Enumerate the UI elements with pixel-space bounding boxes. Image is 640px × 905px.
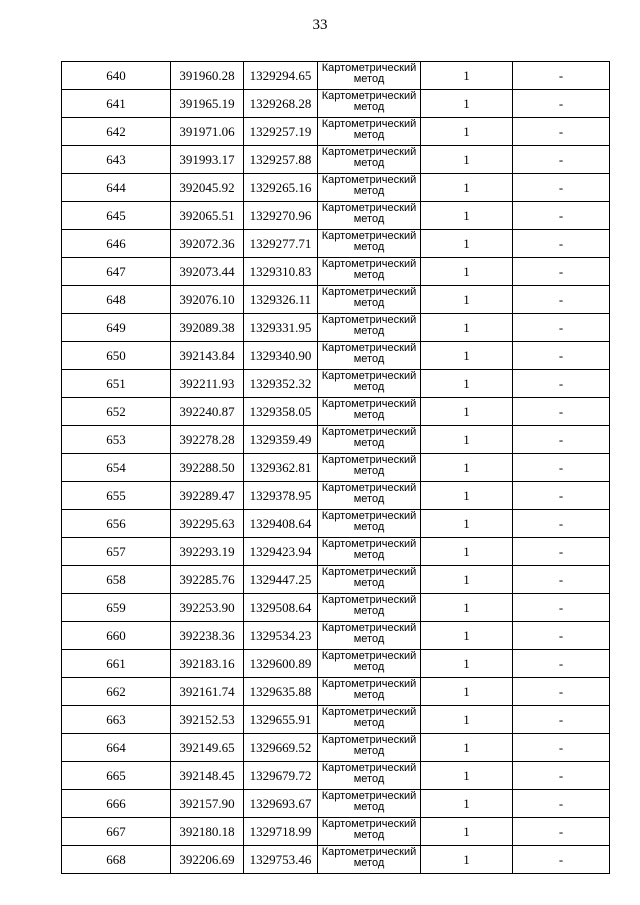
y-coordinate-cell: 1329655.91: [244, 706, 318, 734]
accuracy-cell: 1: [421, 482, 513, 510]
y-coordinate-cell: 1329447.25: [244, 566, 318, 594]
table-row: [62, 342, 610, 370]
table-row: [62, 146, 610, 174]
note-cell: -: [513, 706, 610, 734]
method-cell: [318, 790, 421, 818]
point-number-cell: 662: [62, 678, 171, 706]
x-coordinate-cell: 392206.69: [171, 846, 244, 874]
note-cell: -: [513, 538, 610, 566]
accuracy-cell: 1: [421, 174, 513, 202]
method-cell: [318, 734, 421, 762]
point-number-cell: 650: [62, 342, 171, 370]
table-row: [62, 230, 610, 258]
accuracy-cell: 1: [421, 622, 513, 650]
table-row: [62, 510, 610, 538]
note-cell: -: [513, 846, 610, 874]
table-row: [62, 118, 610, 146]
method-cell: [318, 90, 421, 118]
accuracy-cell: 1: [421, 510, 513, 538]
note-cell: -: [513, 174, 610, 202]
y-coordinate-cell: 1329359.49: [244, 426, 318, 454]
method-text: Картометрический метод: [321, 735, 417, 757]
accuracy-cell: 1: [421, 342, 513, 370]
table-row: [62, 258, 610, 286]
x-coordinate-cell: 392180.18: [171, 818, 244, 846]
point-number-cell: 657: [62, 538, 171, 566]
x-coordinate-cell: 392045.92: [171, 174, 244, 202]
x-coordinate-cell: 392295.63: [171, 510, 244, 538]
method-text: Картометрический метод: [321, 847, 417, 869]
note-cell: -: [513, 790, 610, 818]
accuracy-cell: 1: [421, 594, 513, 622]
method-cell: [318, 370, 421, 398]
method-cell: [318, 398, 421, 426]
point-number-cell: 651: [62, 370, 171, 398]
method-cell: [318, 426, 421, 454]
point-number-cell: 659: [62, 594, 171, 622]
y-coordinate-cell: 1329310.83: [244, 258, 318, 286]
method-cell: [318, 482, 421, 510]
method-text: Картометрический метод: [321, 623, 417, 645]
x-coordinate-cell: 392143.84: [171, 342, 244, 370]
note-cell: -: [513, 566, 610, 594]
method-cell: [318, 202, 421, 230]
method-cell: [318, 846, 421, 874]
accuracy-cell: 1: [421, 650, 513, 678]
point-number-cell: 642: [62, 118, 171, 146]
x-coordinate-cell: 392072.36: [171, 230, 244, 258]
y-coordinate-cell: 1329340.90: [244, 342, 318, 370]
method-cell: [318, 258, 421, 286]
x-coordinate-cell: 392288.50: [171, 454, 244, 482]
point-number-cell: 648: [62, 286, 171, 314]
method-cell: [318, 62, 421, 90]
note-cell: -: [513, 202, 610, 230]
note-cell: -: [513, 818, 610, 846]
page-number: 33: [312, 17, 328, 33]
accuracy-cell: 1: [421, 426, 513, 454]
point-number-cell: 643: [62, 146, 171, 174]
y-coordinate-cell: 1329679.72: [244, 762, 318, 790]
accuracy-cell: 1: [421, 398, 513, 426]
method-cell: [318, 342, 421, 370]
method-cell: [318, 454, 421, 482]
table-row: [62, 566, 610, 594]
method-text: Картометрический метод: [321, 483, 417, 505]
y-coordinate-cell: 1329718.99: [244, 818, 318, 846]
x-coordinate-cell: 392293.19: [171, 538, 244, 566]
note-cell: -: [513, 146, 610, 174]
method-text: Картометрический метод: [321, 343, 417, 365]
method-text: Картометрический метод: [321, 651, 417, 673]
point-number-cell: 640: [62, 62, 171, 90]
x-coordinate-cell: 392285.76: [171, 566, 244, 594]
y-coordinate-cell: 1329362.81: [244, 454, 318, 482]
table-row: [62, 314, 610, 342]
method-text: Картометрический метод: [321, 147, 417, 169]
y-coordinate-cell: 1329265.16: [244, 174, 318, 202]
accuracy-cell: 1: [421, 146, 513, 174]
method-text: Картометрический метод: [321, 399, 417, 421]
accuracy-cell: 1: [421, 762, 513, 790]
y-coordinate-cell: 1329257.88: [244, 146, 318, 174]
x-coordinate-cell: 392278.28: [171, 426, 244, 454]
note-cell: -: [513, 678, 610, 706]
method-text: Картометрический метод: [321, 539, 417, 561]
method-cell: [318, 510, 421, 538]
point-number-cell: 666: [62, 790, 171, 818]
accuracy-cell: 1: [421, 62, 513, 90]
point-number-cell: 645: [62, 202, 171, 230]
point-number-cell: 664: [62, 734, 171, 762]
coordinates-table-body: [62, 62, 610, 874]
method-cell: [318, 314, 421, 342]
accuracy-cell: 1: [421, 818, 513, 846]
note-cell: -: [513, 426, 610, 454]
x-coordinate-cell: 391965.19: [171, 90, 244, 118]
x-coordinate-cell: 391971.06: [171, 118, 244, 146]
method-text: Картометрический метод: [321, 371, 417, 393]
point-number-cell: 654: [62, 454, 171, 482]
method-text: Картометрический метод: [321, 91, 417, 113]
method-cell: [318, 762, 421, 790]
table-row: [62, 790, 610, 818]
note-cell: -: [513, 258, 610, 286]
note-cell: -: [513, 370, 610, 398]
method-text: Картометрический метод: [321, 819, 417, 841]
method-text: Картометрический метод: [321, 315, 417, 337]
table-row: [62, 538, 610, 566]
y-coordinate-cell: 1329423.94: [244, 538, 318, 566]
x-coordinate-cell: 391993.17: [171, 146, 244, 174]
accuracy-cell: 1: [421, 230, 513, 258]
table-row: [62, 706, 610, 734]
table-row: [62, 202, 610, 230]
note-cell: -: [513, 342, 610, 370]
note-cell: -: [513, 118, 610, 146]
x-coordinate-cell: 392089.38: [171, 314, 244, 342]
y-coordinate-cell: 1329669.52: [244, 734, 318, 762]
method-text: Картометрический метод: [321, 175, 417, 197]
table-row: [62, 846, 610, 874]
note-cell: -: [513, 90, 610, 118]
note-cell: -: [513, 62, 610, 90]
method-text: Картометрический метод: [321, 679, 417, 701]
x-coordinate-cell: 392240.87: [171, 398, 244, 426]
note-cell: -: [513, 454, 610, 482]
method-text: Картометрический метод: [321, 455, 417, 477]
y-coordinate-cell: 1329408.64: [244, 510, 318, 538]
x-coordinate-cell: 392157.90: [171, 790, 244, 818]
table-row: [62, 286, 610, 314]
y-coordinate-cell: 1329693.67: [244, 790, 318, 818]
x-coordinate-cell: 392073.44: [171, 258, 244, 286]
method-cell: [318, 706, 421, 734]
table-row: [62, 370, 610, 398]
accuracy-cell: 1: [421, 734, 513, 762]
point-number-cell: 658: [62, 566, 171, 594]
method-cell: [318, 230, 421, 258]
y-coordinate-cell: 1329326.11: [244, 286, 318, 314]
table-row: [62, 622, 610, 650]
note-cell: -: [513, 510, 610, 538]
y-coordinate-cell: 1329268.28: [244, 90, 318, 118]
table-row: [62, 650, 610, 678]
method-cell: [318, 566, 421, 594]
y-coordinate-cell: 1329534.23: [244, 622, 318, 650]
table-row: [62, 678, 610, 706]
table-row: [62, 426, 610, 454]
note-cell: -: [513, 762, 610, 790]
point-number-cell: 661: [62, 650, 171, 678]
method-cell: [318, 174, 421, 202]
table-row: [62, 398, 610, 426]
y-coordinate-cell: 1329294.65: [244, 62, 318, 90]
point-number-cell: 656: [62, 510, 171, 538]
y-coordinate-cell: 1329277.71: [244, 230, 318, 258]
table-row: [62, 482, 610, 510]
method-text: Картометрический метод: [321, 511, 417, 533]
note-cell: -: [513, 650, 610, 678]
point-number-cell: 668: [62, 846, 171, 874]
x-coordinate-cell: 392161.74: [171, 678, 244, 706]
method-cell: [318, 538, 421, 566]
accuracy-cell: 1: [421, 202, 513, 230]
accuracy-cell: 1: [421, 258, 513, 286]
method-text: Картометрический метод: [321, 763, 417, 785]
table-row: [62, 62, 610, 90]
table-row: [62, 762, 610, 790]
y-coordinate-cell: 1329331.95: [244, 314, 318, 342]
table-row: [62, 90, 610, 118]
note-cell: -: [513, 482, 610, 510]
note-cell: -: [513, 314, 610, 342]
table-row: [62, 454, 610, 482]
y-coordinate-cell: 1329508.64: [244, 594, 318, 622]
x-coordinate-cell: 392148.45: [171, 762, 244, 790]
note-cell: -: [513, 622, 610, 650]
method-cell: [318, 118, 421, 146]
point-number-cell: 646: [62, 230, 171, 258]
accuracy-cell: 1: [421, 538, 513, 566]
x-coordinate-cell: 392149.65: [171, 734, 244, 762]
method-text: Картометрический метод: [321, 63, 417, 85]
method-text: Картометрический метод: [321, 427, 417, 449]
method-text: Картометрический метод: [321, 259, 417, 281]
accuracy-cell: 1: [421, 370, 513, 398]
y-coordinate-cell: 1329257.19: [244, 118, 318, 146]
method-cell: [318, 818, 421, 846]
accuracy-cell: 1: [421, 678, 513, 706]
method-cell: [318, 594, 421, 622]
method-cell: [318, 286, 421, 314]
coordinates-table: [61, 61, 610, 874]
table-row: [62, 734, 610, 762]
point-number-cell: 660: [62, 622, 171, 650]
note-cell: -: [513, 230, 610, 258]
method-cell: [318, 650, 421, 678]
y-coordinate-cell: 1329358.05: [244, 398, 318, 426]
x-coordinate-cell: 392183.16: [171, 650, 244, 678]
method-text: Картометрический метод: [321, 791, 417, 813]
method-text: Картометрический метод: [321, 231, 417, 253]
method-text: Картометрический метод: [321, 119, 417, 141]
table-row: [62, 594, 610, 622]
point-number-cell: 652: [62, 398, 171, 426]
accuracy-cell: 1: [421, 846, 513, 874]
point-number-cell: 663: [62, 706, 171, 734]
y-coordinate-cell: 1329600.89: [244, 650, 318, 678]
accuracy-cell: 1: [421, 118, 513, 146]
method-cell: [318, 678, 421, 706]
point-number-cell: 655: [62, 482, 171, 510]
x-coordinate-cell: 392238.36: [171, 622, 244, 650]
y-coordinate-cell: 1329270.96: [244, 202, 318, 230]
accuracy-cell: 1: [421, 790, 513, 818]
accuracy-cell: 1: [421, 90, 513, 118]
x-coordinate-cell: 392076.10: [171, 286, 244, 314]
method-text: Картометрический метод: [321, 595, 417, 617]
y-coordinate-cell: 1329352.32: [244, 370, 318, 398]
y-coordinate-cell: 1329635.88: [244, 678, 318, 706]
x-coordinate-cell: 392289.47: [171, 482, 244, 510]
method-cell: [318, 146, 421, 174]
accuracy-cell: 1: [421, 706, 513, 734]
note-cell: -: [513, 286, 610, 314]
x-coordinate-cell: 392065.51: [171, 202, 244, 230]
note-cell: -: [513, 594, 610, 622]
accuracy-cell: 1: [421, 286, 513, 314]
point-number-cell: 644: [62, 174, 171, 202]
point-number-cell: 667: [62, 818, 171, 846]
y-coordinate-cell: 1329378.95: [244, 482, 318, 510]
method-cell: [318, 622, 421, 650]
accuracy-cell: 1: [421, 566, 513, 594]
method-text: Картометрический метод: [321, 567, 417, 589]
table-row: [62, 818, 610, 846]
method-text: Картометрический метод: [321, 287, 417, 309]
note-cell: -: [513, 398, 610, 426]
note-cell: -: [513, 734, 610, 762]
point-number-cell: 647: [62, 258, 171, 286]
point-number-cell: 641: [62, 90, 171, 118]
x-coordinate-cell: 392152.53: [171, 706, 244, 734]
point-number-cell: 665: [62, 762, 171, 790]
x-coordinate-cell: 392211.93: [171, 370, 244, 398]
x-coordinate-cell: 392253.90: [171, 594, 244, 622]
y-coordinate-cell: 1329753.46: [244, 846, 318, 874]
method-text: Картометрический метод: [321, 707, 417, 729]
method-text: Картометрический метод: [321, 203, 417, 225]
accuracy-cell: 1: [421, 314, 513, 342]
point-number-cell: 649: [62, 314, 171, 342]
table-row: [62, 174, 610, 202]
accuracy-cell: 1: [421, 454, 513, 482]
point-number-cell: 653: [62, 426, 171, 454]
x-coordinate-cell: 391960.28: [171, 62, 244, 90]
